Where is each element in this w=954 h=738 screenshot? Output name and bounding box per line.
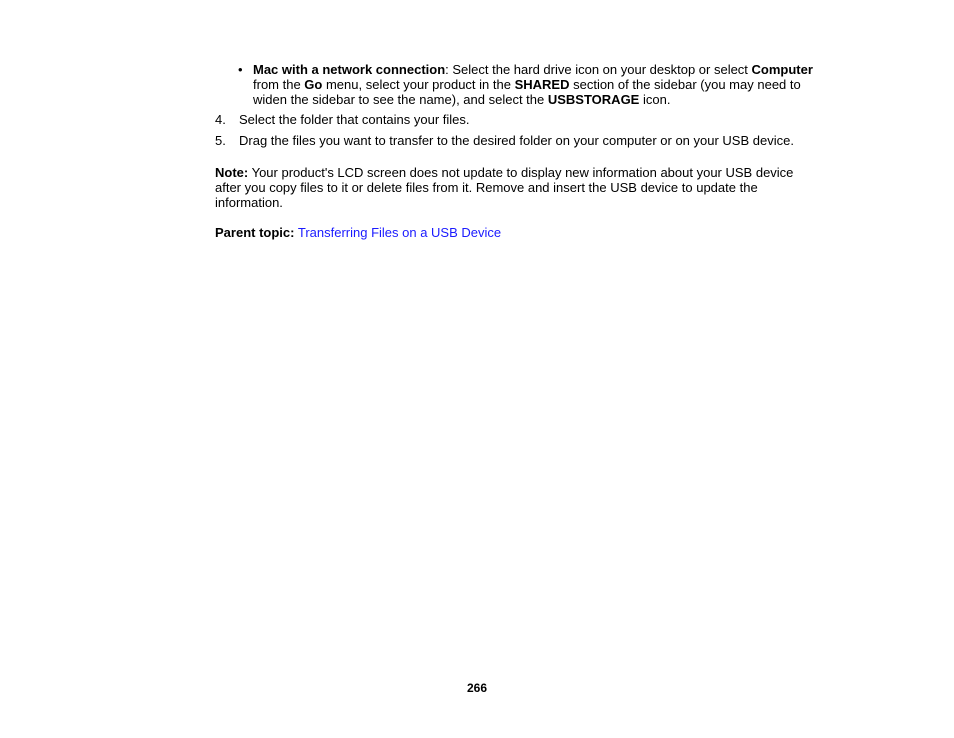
step-item-5 [215,133,835,148]
page-number: 266 [466,681,488,695]
bullet-text-part-3: menu, select your product in the [322,77,515,92]
go-menu-term: Go [304,77,323,92]
note-paragraph [215,165,815,210]
note-label: Note: [215,165,249,180]
step-text: Select the folder that contains your files. [239,112,470,127]
parent-topic-label: Parent topic: [215,225,295,240]
shared-term: SHARED [514,77,570,92]
bullet-item-mac-network [238,62,828,107]
bullet-text-part-2: from the [253,77,305,92]
step-text: Drag the files you want to transfer to the desired folder on your computer or on your USB device. [239,133,794,148]
step-number: 5. [215,133,226,148]
bullet-marker: • [238,62,243,77]
computer-term: Computer [751,62,813,77]
bullet-text-part-1: : Select the hard drive icon on your desktop or select [445,62,752,77]
note-text: Your product's LCD screen does not update to display new information about your USB device after you copy files to it or delete files from it. Remove and insert the USB device to update the information. [215,165,794,210]
step-number: 4. [215,112,226,127]
parent-topic-link[interactable]: Transferring Files on a USB Device [297,225,502,240]
parent-topic [215,225,815,240]
bullet-text-part-4: section of the sidebar (you may need to widen the sidebar to see the name), and select the [253,77,801,107]
step-item-4 [215,112,835,127]
bullet-label: Mac with a network connection [253,62,446,77]
bullet-text-part-5: icon. [639,92,671,107]
bullet-text [253,62,828,107]
usbstorage-term: USBSTORAGE [547,92,640,107]
